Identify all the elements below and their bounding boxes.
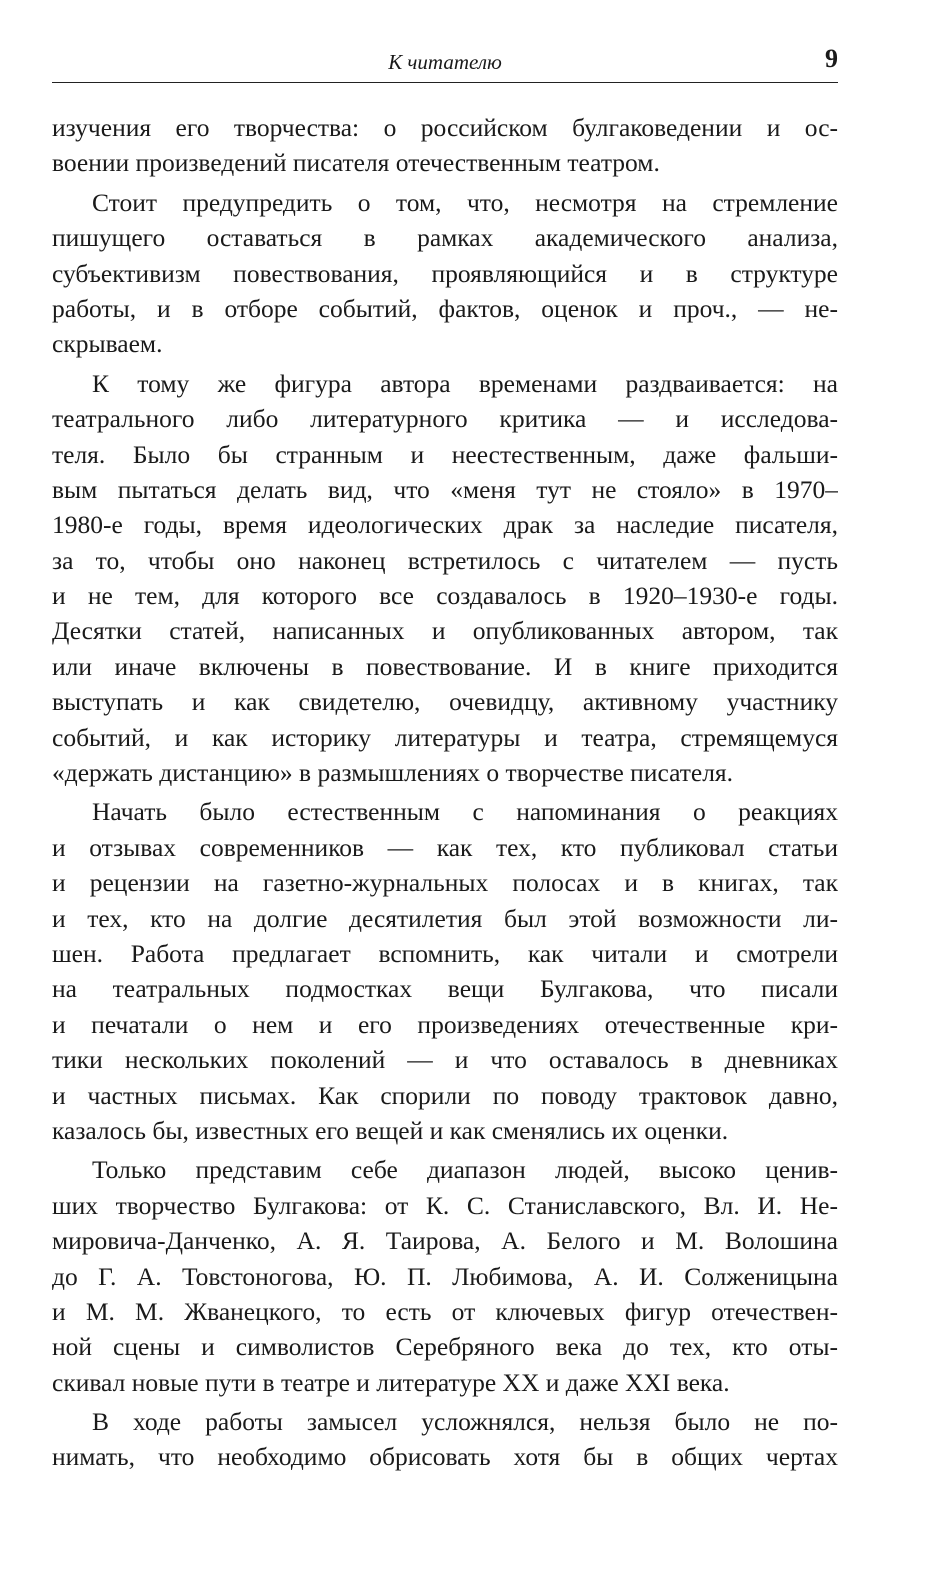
text-line: Только представим себе диапазон людей, высоко ценив- (92, 1155, 838, 1185)
text-line: событий, и как историку литературы и театра, стремящемуся (52, 722, 838, 752)
text-line: ной сцены и символистов Серебряного века до тех, кто оты- (52, 1332, 838, 1362)
text-line: 1980-е годы, время идеологических драк за наследие писателя, (52, 510, 838, 540)
text-line: мировича-Данченко, А. Я. Таирова, А. Белого и М. Волошина (52, 1226, 838, 1256)
text-line: скивал новые пути в театре и литературе XX и даже XXI века. (52, 1367, 730, 1397)
text-line: и рецензии на газетно-журнальных полосах и в книгах, так (52, 868, 838, 898)
paragraph (52, 185, 838, 362)
text-line: и отзывах современников — как тех, кто публиковал статьи (52, 832, 838, 862)
paragraph (52, 794, 838, 1148)
text-line: пишущего оставаться в рамках академического анализа, (52, 223, 838, 253)
text-line: или иначе включены в повествование. И в книге приходится (52, 651, 838, 681)
page-number: 9 (825, 44, 838, 73)
text-line: изучения его творчества: о российском булгаковедении и ос- (52, 113, 838, 142)
text-line: «держать дистанцию» в размышлениях о творчестве писателя. (52, 758, 734, 788)
running-title: К читателю (388, 50, 502, 74)
text-line: и М. М. Жванецкого, то есть от ключевых фигур отечествен- (52, 1296, 838, 1326)
text-line: Стоит предупредить о том, что, несмотря на стремление (92, 187, 838, 217)
paragraph (52, 110, 838, 181)
text-line: работы, и в отборе событий, фактов, оценок и проч., — не- (52, 293, 838, 323)
text-line: на театральных подмостках вещи Булгакова, что писали (52, 974, 838, 1004)
text-line: тики нескольких поколений — и что оставалось в дневниках (52, 1045, 838, 1075)
text-line: Десятки статей, написанных и опубликованных автором, так (52, 616, 838, 646)
text-line: воении произведений писателя отечественным театром. (52, 148, 660, 178)
paragraph (52, 366, 838, 791)
text-line: вым пытаться делать вид, что «меня тут не стояло» в 1970– (52, 474, 838, 504)
text-line: за то, чтобы оно наконец встретилось с читателем — пусть (52, 545, 838, 575)
paragraph (52, 1152, 838, 1400)
body-text (52, 110, 838, 1475)
text-line: театрального либо литературного критика — и исследова- (52, 404, 838, 434)
text-line: выступать и как свидетелю, очевидцу, активному участнику (52, 687, 838, 717)
running-head (52, 44, 838, 83)
text-line: шен. Работа предлагает вспомнить, как читали и смотрели (52, 938, 838, 968)
text-line: и частных письмах. Как спорили по поводу трактовок давно, (52, 1080, 838, 1110)
text-line: субъективизм повествования, проявляющийся и в структуре (52, 258, 838, 288)
text-line: Начать было естественным с напоминания о реакциях (92, 797, 838, 827)
text-line: нимать, что необходимо обрисовать хотя бы в общих чертах (52, 1442, 838, 1472)
text-line: К тому же фигура автора временами раздваивается: на (92, 368, 838, 398)
paragraph (52, 1404, 838, 1475)
text-line: и тех, кто на долгие десятилетия был этой возможности ли- (52, 903, 838, 933)
text-line: ших творчество Булгакова: от К. С. Станиславского, Вл. И. Не- (52, 1190, 838, 1220)
text-line: В ходе работы замысел усложнялся, нельзя было не по- (92, 1407, 838, 1437)
text-line: казалось бы, известных его вещей и как сменялись их оценки. (52, 1115, 729, 1145)
text-line: и не тем, для которого все создавалось в 1920–1930-е годы. (52, 581, 838, 611)
text-line: до Г. А. Товстоногова, Ю. П. Любимова, А. И. Солженицына (52, 1261, 838, 1291)
text-line: и печатали о нем и его произведениях отечественные кри- (52, 1009, 838, 1039)
text-line: скрываем. (52, 329, 163, 359)
text-line: теля. Было бы странным и неестественным, даже фальши- (52, 439, 838, 469)
